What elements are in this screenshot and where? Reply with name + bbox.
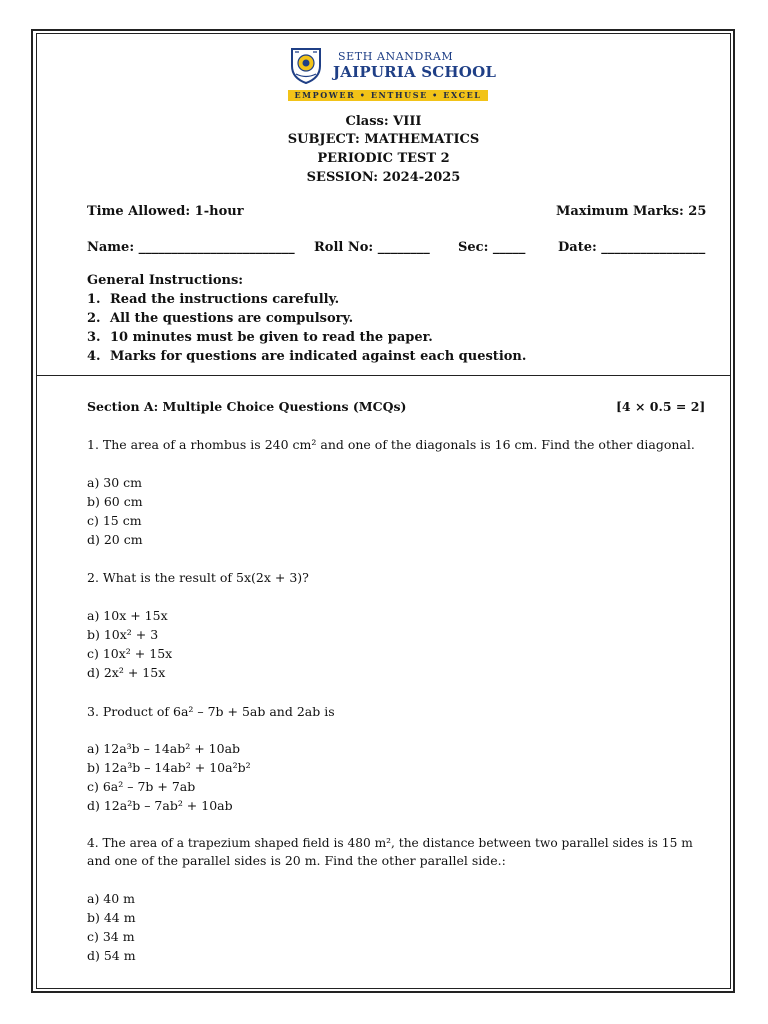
subject-line: SUBJECT: MATHEMATICS <box>287 132 480 147</box>
option: a) 40 m <box>87 891 136 906</box>
instruction-num: 2. <box>87 311 101 326</box>
logo-top-text: SETH ANANDRAM <box>338 50 454 63</box>
instruction-text: 10 minutes must be given to read the paper. <box>110 330 433 345</box>
option: c) 6a² – 7b + 7ab <box>87 779 196 794</box>
option: d) 12a²b – 7ab² + 10ab <box>87 798 233 813</box>
option: c) 34 m <box>87 929 135 944</box>
instruction-num: 4. <box>87 349 101 364</box>
roll-field: Roll No: ________ <box>314 240 430 255</box>
option: b) 12a³b – 14ab² + 10a²b² <box>87 760 251 775</box>
header-divider <box>36 375 731 376</box>
option: d) 2x² + 15x <box>87 665 166 680</box>
name-field: Name: ________________________ <box>87 240 295 255</box>
option: b) 10x² + 3 <box>87 627 159 642</box>
section-marks: [4 × 0.5 = 2] <box>616 399 706 414</box>
school-logo <box>288 46 497 102</box>
question-4-line-2: and one of the parallel sides is 20 m. Find the other parallel side.: <box>87 853 506 868</box>
school-crest-icon <box>288 46 324 84</box>
test-line: PERIODIC TEST 2 <box>317 151 450 166</box>
instruction-text: Marks for questions are indicated against each question. <box>110 349 527 364</box>
section-title: Section A: Multiple Choice Questions (MCQs) <box>87 399 407 414</box>
option: c) 10x² + 15x <box>87 646 173 661</box>
option: a) 30 cm <box>87 475 143 490</box>
instruction-text: Read the instructions carefully. <box>110 292 340 307</box>
question-4-line-1: 4. The area of a trapezium shaped field is 480 m², the distance between two parallel sides is 15 m <box>87 836 693 850</box>
option: c) 15 cm <box>87 513 142 528</box>
instructions-title: General Instructions: <box>87 273 244 288</box>
sec-field: Sec: _____ <box>458 240 526 255</box>
session-line: SESSION: 2024-2025 <box>306 170 461 185</box>
question-3: 3. Product of 6a² – 7b + 5ab and 2ab is <box>87 704 335 719</box>
option: a) 12a³b – 14ab² + 10ab <box>87 741 241 756</box>
option: b) 44 m <box>87 910 136 925</box>
time-allowed: Time Allowed: 1-hour <box>87 204 244 219</box>
instruction-num: 3. <box>87 330 101 345</box>
option: b) 60 cm <box>87 494 143 509</box>
date-field: Date: ________________ <box>558 240 706 255</box>
instruction-num: 1. <box>87 292 101 307</box>
option: d) 20 cm <box>87 532 143 547</box>
instruction-text: All the questions are compulsory. <box>110 311 354 326</box>
option: a) 10x + 15x <box>87 608 168 623</box>
logo-main-text: JAIPURIA SCHOOL <box>333 63 497 81</box>
question-1: 1. The area of a rhombus is 240 cm² and one of the diagonals is 16 cm. Find the other diagonal. <box>87 437 695 452</box>
class-line: Class: VIII <box>345 114 422 129</box>
option: d) 54 m <box>87 948 136 963</box>
logo-tagline: EMPOWER • ENTHUSE • EXCEL <box>294 90 482 100</box>
max-marks: Maximum Marks: 25 <box>556 204 707 219</box>
question-2: 2. What is the result of 5x(2x + 3)? <box>87 570 309 585</box>
